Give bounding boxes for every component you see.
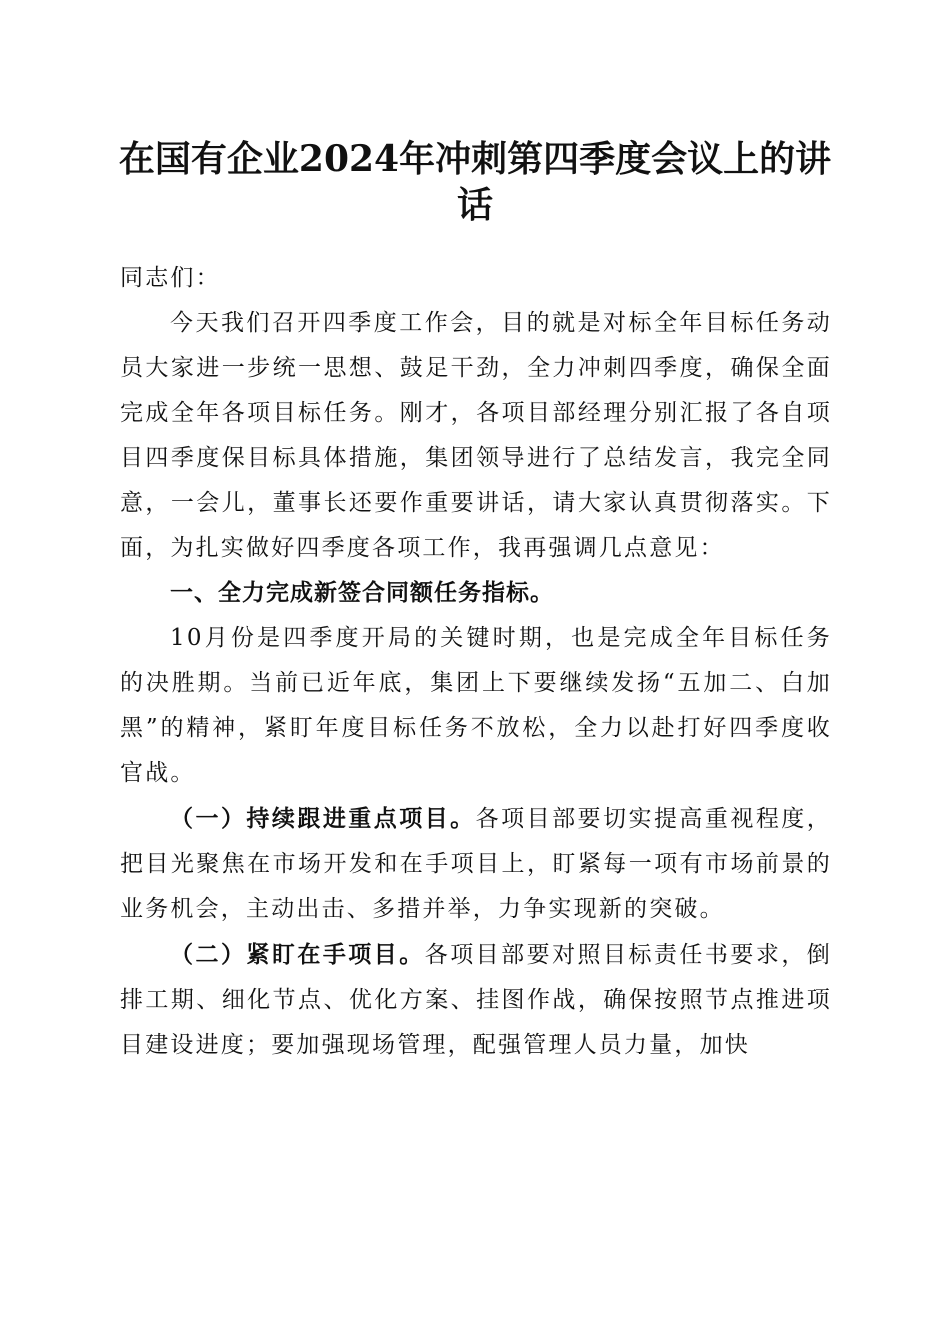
intro-paragraph: 今天我们召开四季度工作会，目的就是对标全年目标任务动员大家进一步统一思想、鼓足干劲，全力冲刺四季度，确保全面完成全年各项目标任务。刚才，各项目部经理分别汇报了各自项目四季度保目标具体措施，集团领导进行了总结发言，我完全同意，一会儿，董事长还要作重要讲话，请大家认真贯彻落实。下面，为扎实做好四季度各项工作，我再强调几点意见：	[120, 310, 832, 561]
item-2-paragraph	[120, 932, 832, 1068]
item-1-paragraph	[120, 796, 832, 932]
item-1-text: 各项目部要切实提高重视程度，把目光聚焦在市场开发和在手项目上，盯紧每一项有市场前景的业务机会，主动出击、多措并举，力争实现新的突破。	[120, 806, 832, 922]
item-2-text: 各项目部要对照目标责任书要求，倒排工期、细化节点、优化方案、挂图作战，确保按照节点推进项目建设进度；要加强现场管理，配强管理人员力量，加快	[120, 942, 832, 1058]
document-body	[120, 256, 832, 1068]
document-title: 在国有企业2024年冲刺第四季度会议上的讲话	[118, 138, 832, 226]
salutation: 同志们：	[120, 265, 221, 291]
item-2-label: （二）紧盯在手项目。	[170, 941, 425, 968]
section-heading-1: 一、全力完成新签合同额任务指标。	[170, 580, 554, 606]
item-1-label: （一）持续跟进重点项目。	[170, 805, 476, 832]
section-1-paragraph: 10月份是四季度开局的关键时期，也是完成全年目标任务的决胜期。当前已近年底，集团上下要继续发扬“五加二、白加黑”的精神，紧盯年度目标任务不放松，全力以赴打好四季度收官战。	[120, 625, 832, 786]
